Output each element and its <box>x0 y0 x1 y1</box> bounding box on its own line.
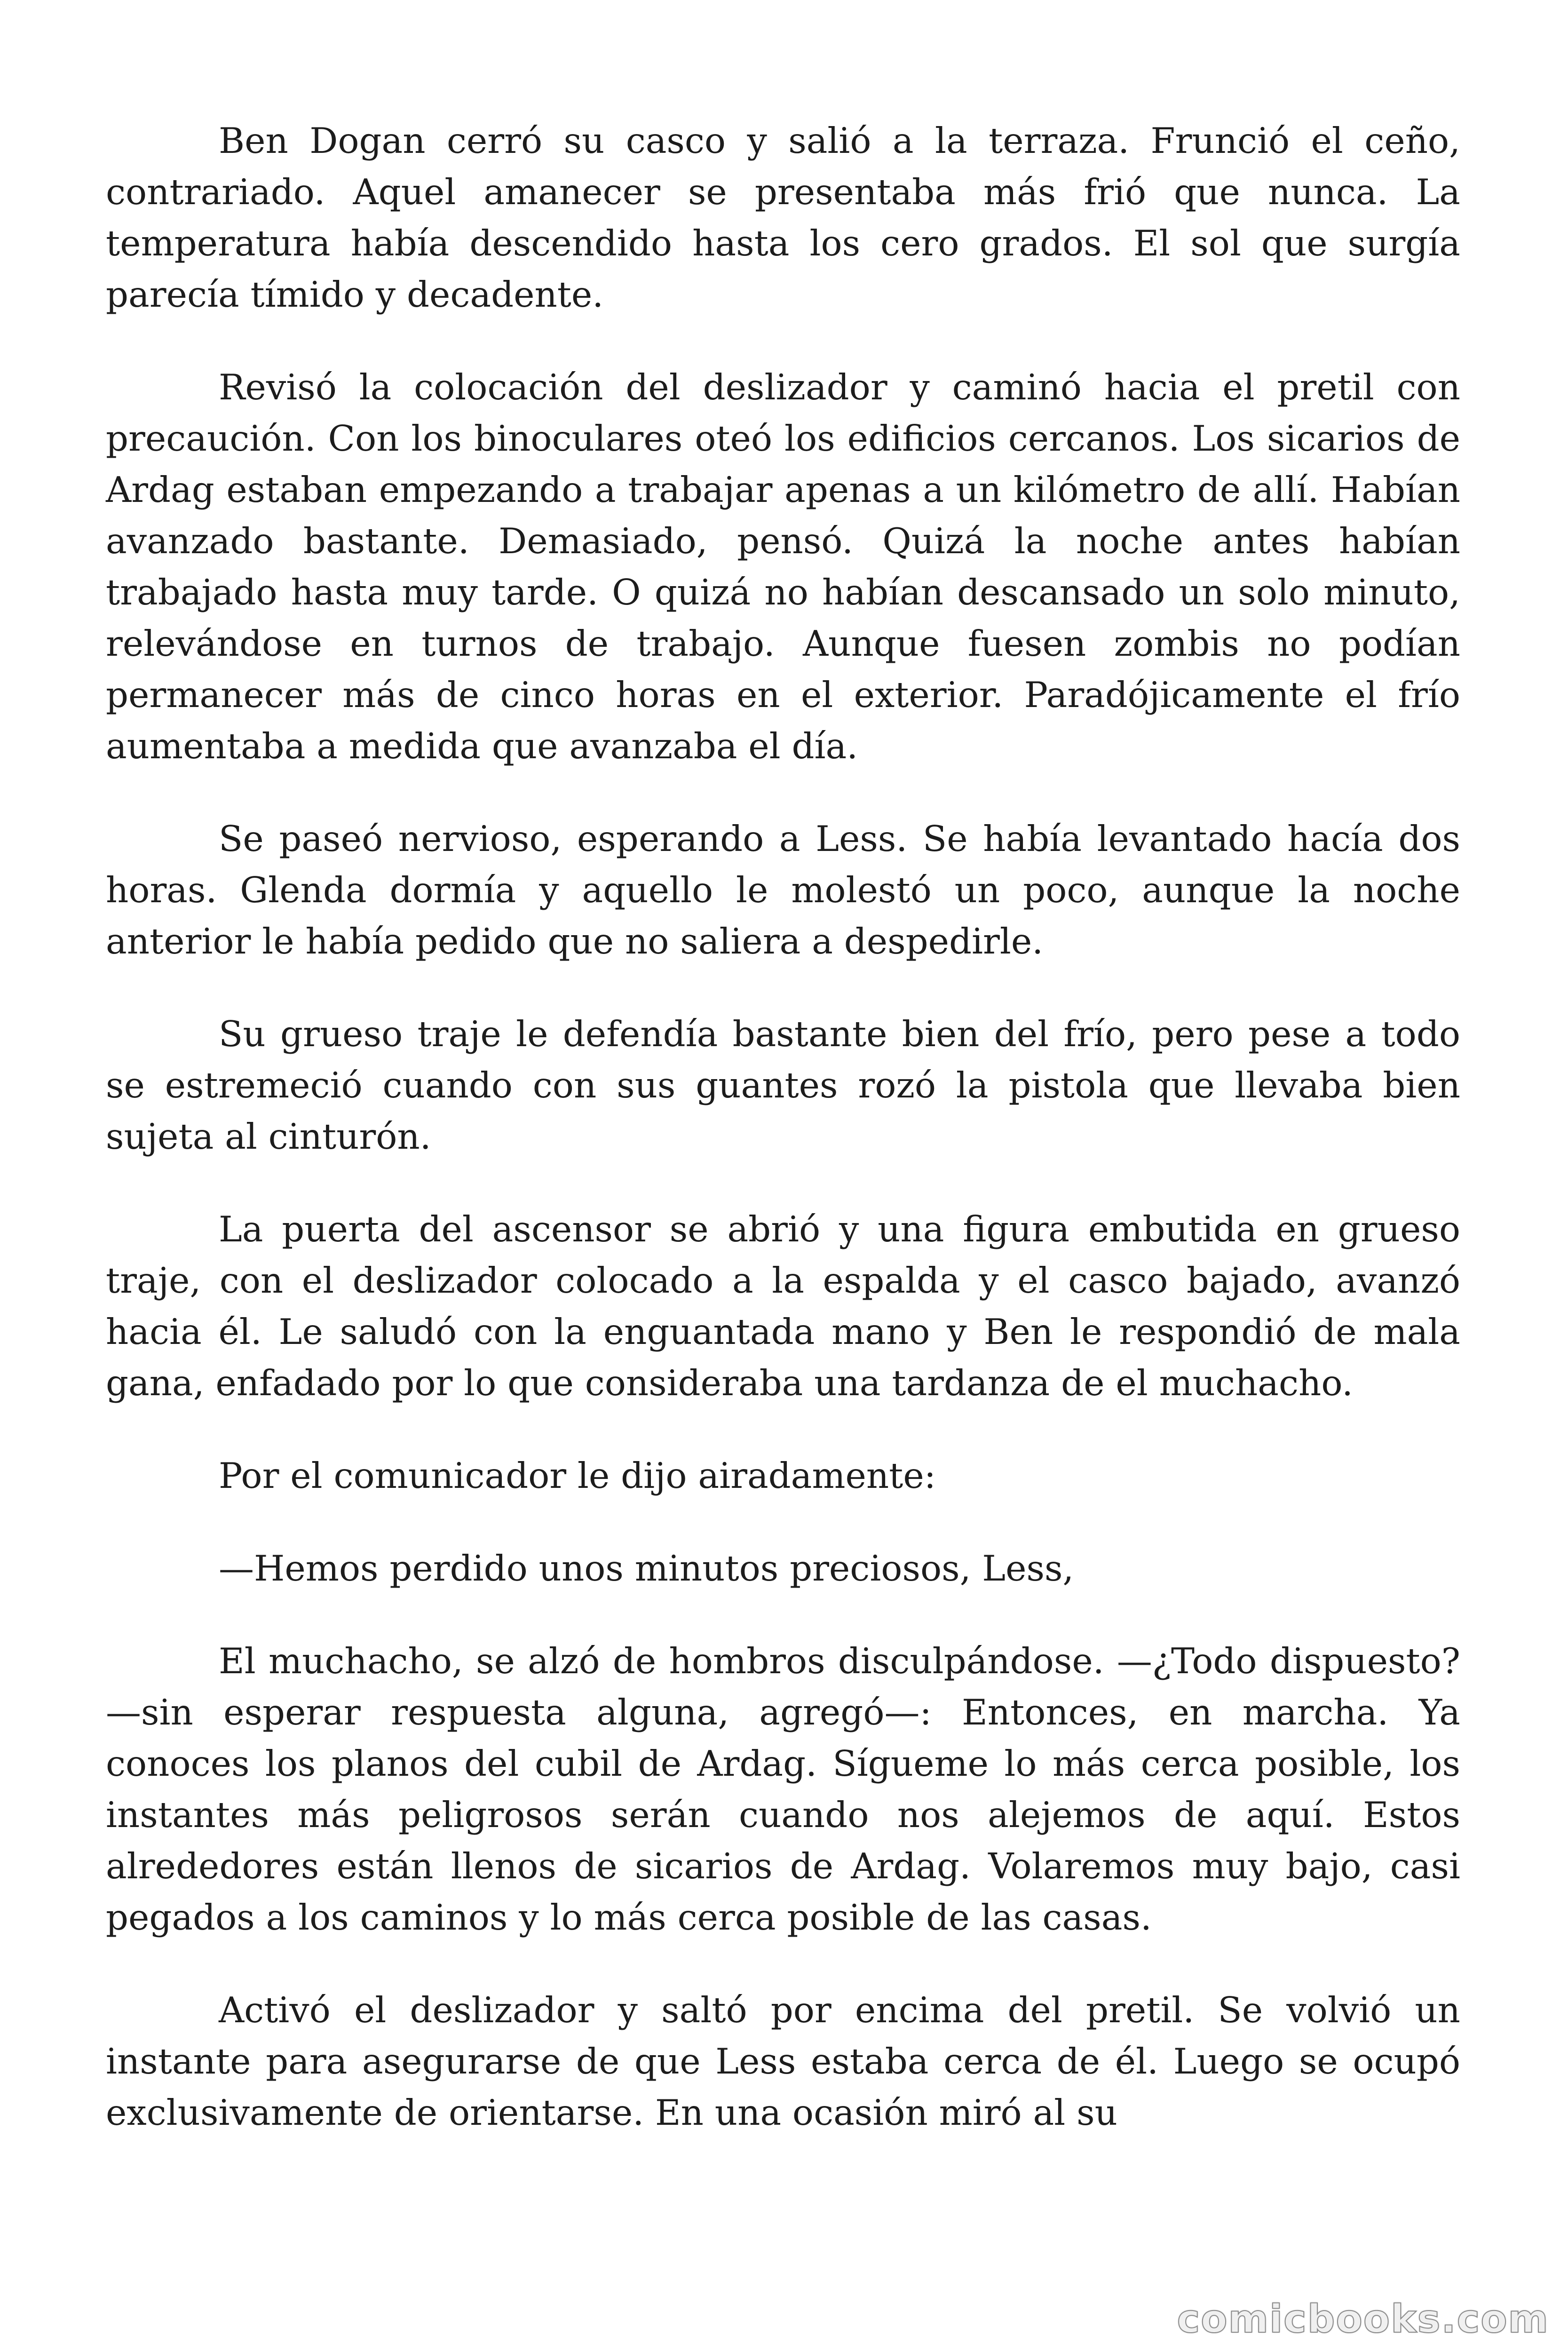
paragraph-2: Revisó la colocación del deslizador y caminó hacia el pretil con precaución. Con los binoculares oteó los edificios cercanos. Los sicarios de Ardag estaban empezando a trabajar apenas a un kilómetro de allí. Habían avanzado bastante. Demasiado, pensó. Quizá la noche antes habían trabajado hasta muy tarde. O quizá no habían descansado un solo minuto, relevándose en turnos de trabajo. Aunque fuesen zombis no podían permanecer más de cinco horas en el exterior. Paradójicamente el frío aumentaba a medida que avanzaba el día. <box>106 366 1460 767</box>
paragraph-8: El muchacho, se alzó de hombros disculpándose. —¿Todo dispuesto? —sin esperar respuesta alguna, agregó—: Entonces, en marcha. Ya conoces los planos del cubil de Ardag. Sígueme lo más cerca posible, los instantes más peligrosos serán cuando nos alejemos de aquí. Estos alrededores están llenos de sicarios de Ardag. Volaremos muy bajo, casi pegados a los caminos y lo más cerca posible de las casas. <box>106 1640 1460 1938</box>
paragraph-4: Su grueso traje le defendía bastante bien del frío, pero pese a todo se estremeció cuando con sus guantes rozó la pistola que llevaba bien sujeta al cinturón. <box>106 1013 1460 1157</box>
paragraph-1: Ben Dogan cerró su casco y salió a la terraza. Frunció el ceño, contrariado. Aquel amanecer se presentaba más frió que nunca. La temperatura había descendido hasta los cero grados. El sol que surgía parecía tímido y decadente. <box>106 120 1460 315</box>
paragraph-5: La puerta del ascensor se abrió y una figura embutida en grueso traje, con el deslizador colocado a la espalda y el casco bajado, avanzó hacia él. Le saludó con la enguantada mano y Ben le respondió de mala gana, enfadado por lo que consideraba una tardanza de el muchacho. <box>106 1208 1460 1404</box>
paragraph-7: —Hemos perdido unos minutos preciosos, Less, <box>219 1548 1074 1589</box>
paragraph-3: Se paseó nervioso, esperando a Less. Se había levantado hacía dos horas. Glenda dormía y aquello le molestó un poco, aunque la noche anterior le había pedido que no saliera a despedirle. <box>106 818 1460 962</box>
watermark: comicbooks.com <box>1177 2297 1549 2342</box>
paragraph-6: Por el comunicador le dijo airadamente: <box>219 1455 936 1496</box>
page-text-body <box>106 115 1460 2138</box>
paragraph-9: Activó el deslizador y saltó por encima del pretil. Se volvió un instante para asegurarse de que Less estaba cerca de él. Luego se ocupó exclusivamente de orientarse. En una ocasión miró al su <box>106 1989 1460 2133</box>
